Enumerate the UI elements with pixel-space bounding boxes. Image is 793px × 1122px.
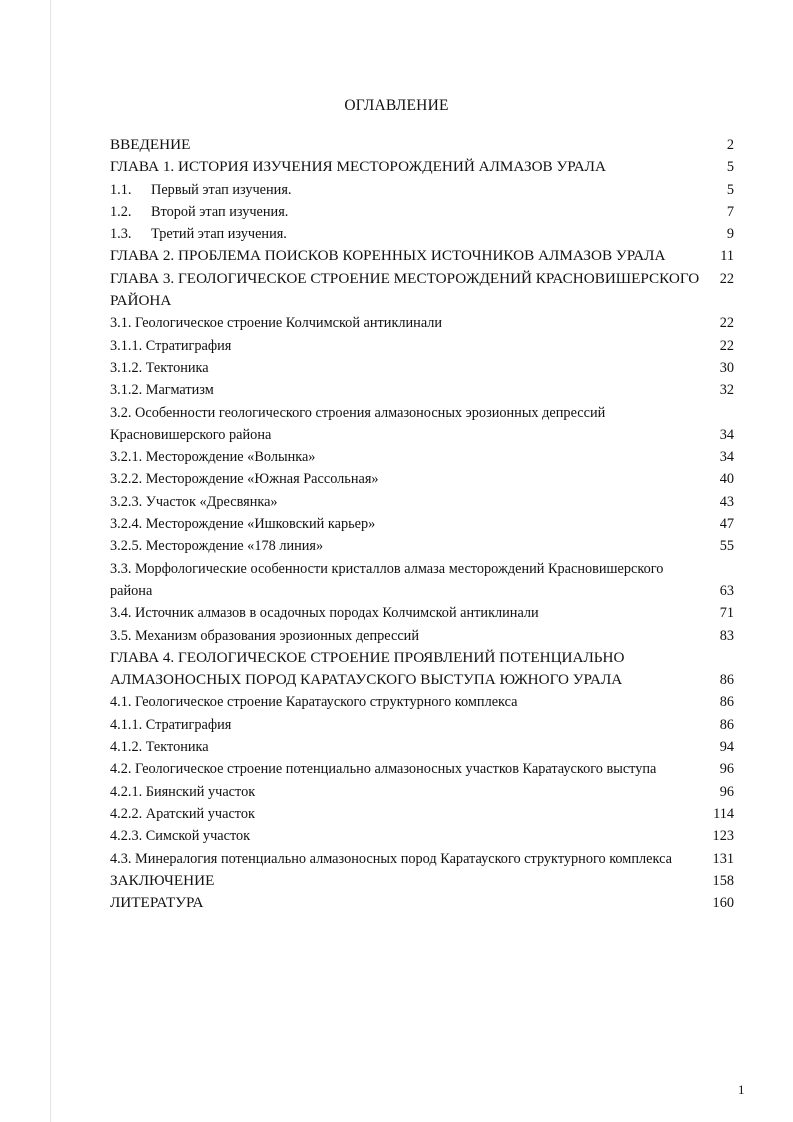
toc-entry-page: 63 — [719, 582, 734, 599]
toc-entry-page: 34 — [719, 449, 734, 466]
toc-entry-page: 47 — [719, 516, 734, 533]
toc-entry-text: 4.2. Геологическое строение потенциально алмазоносных участков Каратауского выступа — [110, 761, 657, 778]
toc-entry-chapter-2[interactable] — [110, 245, 740, 267]
toc-entry-4-2-2[interactable] — [110, 803, 740, 825]
toc-entry-text: 3.1.2. Магматизм — [110, 382, 214, 399]
toc-entry-literature[interactable] — [110, 892, 740, 914]
toc-entry-text: ЛИТЕРАТУРА — [110, 894, 204, 912]
toc-entry-4-2[interactable] — [110, 758, 740, 780]
toc-entry-number: 1.2. — [110, 203, 132, 220]
toc-entry-text: 3.1.2. Тектоника — [110, 359, 209, 376]
toc-entry-intro[interactable] — [110, 134, 740, 156]
toc-entry-page: 158 — [712, 872, 734, 889]
toc-entry-number: 1.1. — [110, 181, 132, 198]
toc-entry-text: Третий этап изучения. — [151, 226, 287, 243]
toc-entry-3-5[interactable] — [110, 625, 740, 647]
toc-entry-3-1-2-tectonics[interactable] — [110, 357, 740, 379]
toc-entry-text: 4.1.2. Тектоника — [110, 739, 209, 756]
toc-entry-page: 86 — [719, 694, 734, 711]
toc-entry-text: 3.5. Механизм образования эрозионных депрессий — [110, 627, 419, 644]
toc-entry-3-1[interactable] — [110, 312, 740, 334]
toc-entry-page: 43 — [719, 493, 734, 510]
toc-entry-4-2-3[interactable] — [110, 825, 740, 847]
toc-entry-4-1-1[interactable] — [110, 714, 740, 736]
toc-entry-3-1-1[interactable] — [110, 335, 740, 357]
toc-entry-1-3[interactable] — [110, 223, 740, 245]
toc-entry-text: 3.1.1. Стратиграфия — [110, 337, 232, 354]
toc-entry-text: 3.2.4. Месторождение «Ишковский карьер» — [110, 516, 376, 533]
toc-entry-4-1-2[interactable] — [110, 736, 740, 758]
toc-entry-page: 7 — [726, 203, 734, 220]
toc-entry-page: 40 — [719, 471, 734, 488]
toc-entry-4-3[interactable] — [110, 848, 740, 870]
toc-entry-page: 86 — [719, 716, 734, 733]
toc-entry-3-2-1[interactable] — [110, 446, 740, 468]
toc-entry-text: ЗАКЛЮЧЕНИЕ — [110, 871, 215, 889]
toc-entry-3-3[interactable] — [110, 558, 740, 603]
toc-entry-chapter-4[interactable] — [110, 647, 740, 692]
toc-entry-page: 131 — [712, 850, 734, 867]
toc-entry-page: 86 — [719, 672, 734, 689]
toc-entry-page: 22 — [719, 270, 734, 287]
toc-entry-page: 22 — [719, 337, 734, 354]
toc-entry-text: 3.2.5. Месторождение «178 линия» — [110, 538, 324, 555]
toc-entry-number: 1.3. — [110, 226, 132, 243]
page-title: ОГЛАВЛЕНИЕ — [344, 97, 449, 114]
scan-edge-line — [50, 0, 51, 1122]
toc-entry-3-2-4[interactable] — [110, 513, 740, 535]
toc-entry-4-2-1[interactable] — [110, 781, 740, 803]
toc-entry-1-1[interactable] — [110, 179, 740, 201]
toc-entry-4-1[interactable] — [110, 691, 740, 713]
toc-entry-text: 4.3. Минералогия потенциально алмазоносных пород Каратауского структурного комплекса — [110, 850, 672, 867]
toc-entry-3-4[interactable] — [110, 602, 740, 624]
toc-entry-page: 96 — [719, 761, 734, 778]
toc-entry-text: 3.4. Источник алмазов в осадочных породах Колчимской антиклинали — [110, 605, 539, 622]
toc-entry-chapter-1[interactable] — [110, 156, 740, 178]
toc-entry-page: 114 — [713, 805, 734, 822]
page-number: 1 — [738, 1082, 745, 1097]
toc-entry-text: ВВЕДЕНИЕ — [110, 136, 191, 153]
toc-entry-text: ГЛАВА 4. ГЕОЛОГИЧЕСКОЕ СТРОЕНИЕ ПРОЯВЛЕНИЙ ПОТЕНЦИАЛЬНО АЛМАЗОНОСНЫХ ПОРОД КАРАТАУСКОГО ВЫСТУПА ЮЖНОГО УРАЛА — [110, 648, 625, 689]
toc-entry-page: 22 — [719, 315, 734, 332]
toc-entry-chapter-3[interactable] — [110, 268, 740, 313]
toc-entry-text: 4.2.2. Аратский участок — [110, 805, 255, 822]
toc-entry-3-2-5[interactable] — [110, 535, 740, 557]
toc-entry-page: 55 — [719, 538, 734, 555]
toc-entry-3-2[interactable] — [110, 402, 740, 447]
toc-entry-page: 94 — [719, 739, 734, 756]
toc-entry-3-2-3[interactable] — [110, 491, 740, 513]
toc-entry-text: Второй этап изучения. — [151, 203, 289, 220]
toc-entry-3-2-2[interactable] — [110, 468, 740, 490]
toc-entry-text: ГЛАВА 2. ПРОБЛЕМА ПОИСКОВ КОРЕННЫХ ИСТОЧНИКОВ АЛМАЗОВ УРАЛА — [110, 247, 666, 265]
toc-entry-text: 4.2.3. Симской участок — [110, 828, 251, 845]
toc-entry-text: 4.2.1. Биянский участок — [110, 783, 256, 800]
toc-entry-text: 3.3. Морфологические особенности кристаллов алмаза месторождений Красновишерского района — [110, 560, 664, 599]
toc-entry-text: 4.1.1. Стратиграфия — [110, 716, 232, 733]
toc-entry-1-2[interactable] — [110, 201, 740, 223]
toc-entry-page: 2 — [726, 137, 734, 153]
toc-entry-text: 4.1. Геологическое строение Каратауского структурного комплекса — [110, 694, 518, 711]
toc-entry-page: 83 — [719, 627, 734, 644]
toc-entry-page: 34 — [719, 426, 734, 443]
toc-entry-text: 3.2.1. Месторождение «Волынка» — [110, 449, 316, 466]
toc-entry-page: 123 — [712, 828, 734, 845]
toc-entry-text: 3.2.2. Месторождение «Южная Рассольная» — [110, 471, 379, 488]
toc-entry-page: 160 — [712, 895, 734, 912]
toc-entry-3-1-2-magmatism[interactable] — [110, 379, 740, 401]
toc-entry-page: 71 — [719, 605, 734, 622]
toc-entry-text: ГЛАВА 1. ИСТОРИЯ ИЗУЧЕНИЯ МЕСТОРОЖДЕНИЙ АЛМАЗОВ УРАЛА — [110, 158, 606, 176]
toc-entry-page: 5 — [726, 159, 734, 176]
toc-entry-text: ГЛАВА 3. ГЕОЛОГИЧЕСКОЕ СТРОЕНИЕ МЕСТОРОЖДЕНИЙ КРАСНОВИШЕРСКОГО РАЙОНА — [110, 269, 700, 310]
toc-entry-page: 5 — [726, 181, 734, 198]
toc-entry-text: 3.2.3. Участок «Дресвянка» — [110, 493, 278, 510]
table-of-contents — [110, 134, 740, 914]
toc-entry-page: 9 — [726, 226, 734, 243]
toc-entry-page: 30 — [719, 359, 734, 376]
toc-entry-page: 11 — [720, 248, 734, 265]
toc-entry-page: 32 — [719, 382, 734, 399]
toc-entry-text: 3.2. Особенности геологического строения алмазоносных эрозионных депрессий Красновишерского района — [110, 404, 606, 443]
toc-entry-page: 96 — [719, 783, 734, 800]
toc-entry-text: 3.1. Геологическое строение Колчимской антиклинали — [110, 315, 443, 332]
toc-entry-conclusion[interactable] — [110, 870, 740, 892]
toc-entry-text: Первый этап изучения. — [151, 181, 292, 198]
